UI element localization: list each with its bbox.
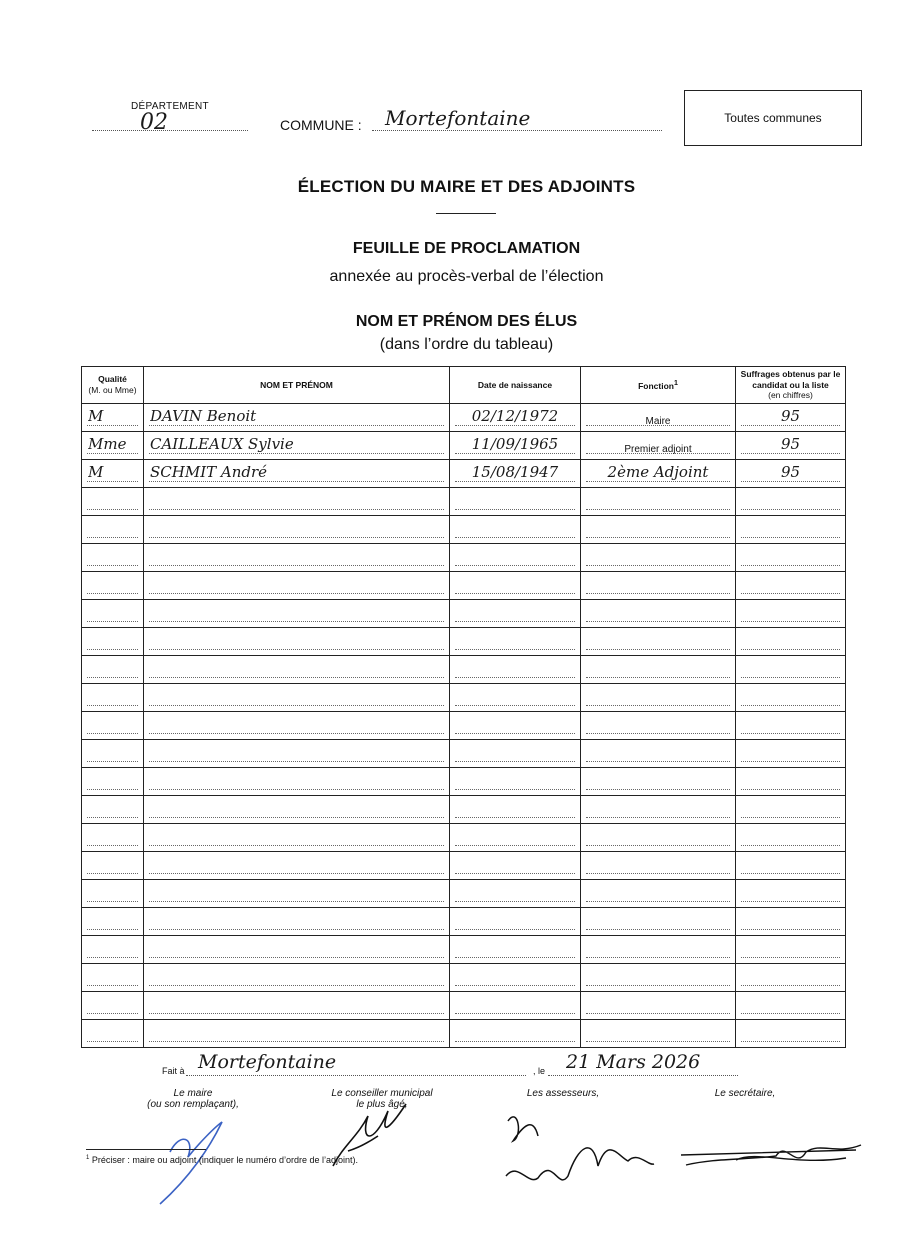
cell-suffrages [736,628,846,656]
cell-qualite [82,656,144,684]
cell-nom [144,488,450,516]
cell-suffrages [736,404,846,432]
cell-fonction [581,656,736,684]
cell-qualite [82,964,144,992]
fait-label: Fait à [162,1066,185,1076]
header-suffrages-sub: (en chiffres) [768,390,813,401]
cell-suffrages [736,908,846,936]
cell-qualite [82,1020,144,1048]
table-row-empty [82,656,846,684]
cell-qualite [82,628,144,656]
cell-suffrages [736,656,846,684]
table-row-empty [82,516,846,544]
cell-nom [144,852,450,880]
scope-text: Toutes communes [724,111,822,125]
table-row-empty [82,824,846,852]
table-row-empty [82,796,846,824]
table-row-empty [82,768,846,796]
cell-date [450,656,581,684]
table-row [82,432,846,460]
maire-sub: (ou son remplaçant), [147,1099,239,1110]
cell-suffrages [736,796,846,824]
cell-nom [144,796,450,824]
cell-fonction [581,936,736,964]
cell-nom [144,824,450,852]
cell-nom [144,404,450,432]
cell-nom [144,992,450,1020]
cell-fonction [581,824,736,852]
sheet-title: FEUILLE DE PROCLAMATION [352,240,581,257]
cell-date [450,600,581,628]
footnote-number: 1 [86,1155,90,1161]
fait-line [186,1075,526,1076]
cell-fonction [581,460,736,488]
cell-qualite [82,768,144,796]
cell-qualite [82,852,144,880]
cell-fonction [581,488,736,516]
cell-date [450,880,581,908]
cell-nom [144,1020,450,1048]
fonction-value: 2ème Adjoint [607,463,709,481]
suffrages-value: 95 [780,435,801,453]
cell-suffrages [736,880,846,908]
cell-date [450,1020,581,1048]
cell-qualite [82,992,144,1020]
footnote-text: Préciser : maire ou adjoint (indiquer le numéro d’ordre de l’adjoint). [91,1155,358,1165]
conseiller-title: Le conseiller municipal [331,1088,433,1099]
cell-date [450,824,581,852]
cell-fonction [581,880,736,908]
cell-date [450,516,581,544]
date-value: 02/12/1972 [471,407,559,425]
nom-value: DAVIN Benoit [150,407,257,425]
cell-date [450,740,581,768]
cell-suffrages [736,712,846,740]
table-row-empty [82,572,846,600]
cell-qualite [82,572,144,600]
cell-qualite [82,712,144,740]
title-divider [436,213,496,214]
cell-fonction [581,992,736,1020]
cell-qualite [82,796,144,824]
cell-suffrages [736,684,846,712]
cell-fonction [581,712,736,740]
table-row-empty [82,852,846,880]
cell-qualite [82,600,144,628]
table-row [82,404,846,432]
cell-date [450,572,581,600]
cell-nom [144,908,450,936]
qualite-value: M [88,407,104,425]
maire-title: Le maire [173,1088,213,1099]
cell-fonction [581,964,736,992]
date-value: 15/08/1947 [471,463,559,481]
departement-value: 02 [140,110,168,135]
table-row-empty [82,544,846,572]
header-date: Date de naissance [450,367,581,404]
nom-value: CAILLEAUX Sylvie [150,435,294,453]
header-fonction [581,367,736,404]
cell-fonction [581,796,736,824]
table-row-empty [82,1020,846,1048]
cell-date [450,628,581,656]
fait-place: Mortefontaine [198,1051,337,1073]
header-nom: NOM ET PRÉNOM [144,367,450,404]
cell-nom [144,740,450,768]
annex-line: annexée au procès-verbal de l’élection [329,268,604,285]
footnote [86,1155,358,1165]
table-header-row [82,367,846,404]
header-fonction-label: Fonction [638,380,674,391]
cell-nom [144,544,450,572]
cell-nom [144,656,450,684]
cell-nom [144,460,450,488]
cell-fonction [581,628,736,656]
header-fonction-note: 1 [673,378,678,387]
cell-suffrages [736,544,846,572]
cell-qualite [82,880,144,908]
table-body [82,404,846,1048]
cell-nom [144,964,450,992]
commune-label: COMMUNE : [280,117,362,133]
cell-fonction [581,572,736,600]
header-qualite-sub: (M. ou Mme) [88,385,137,395]
table-row-empty [82,712,846,740]
cell-suffrages [736,600,846,628]
cell-fonction [581,544,736,572]
table-row-empty [82,600,846,628]
commune-value: Mortefontaine [385,106,531,130]
cell-qualite [82,460,144,488]
assesseurs-label: Les assesseurs, [526,1088,600,1099]
order-line: (dans l’ordre du tableau) [379,336,554,353]
table-row-empty [82,936,846,964]
cell-nom [144,516,450,544]
secretaire-label: Le secrétaire, [714,1088,776,1099]
header-qualite-label: Qualité [98,374,127,385]
cell-qualite [82,404,144,432]
fonction-value: Premier adjoint [624,444,692,455]
departement-line [92,130,248,131]
cell-qualite [82,544,144,572]
cell-fonction [581,684,736,712]
cell-date [450,908,581,936]
cell-qualite [82,740,144,768]
table-row-empty [82,992,846,1020]
header-suffrages-label: Suffrages obtenus par le candidat ou la liste [740,369,841,390]
cell-suffrages [736,936,846,964]
cell-date [450,852,581,880]
cell-date [450,796,581,824]
cell-date [450,768,581,796]
cell-date [450,684,581,712]
fonction-value: Maire [645,416,671,427]
cell-nom [144,572,450,600]
date-label: , le [533,1066,546,1076]
table-row-empty [82,684,846,712]
cell-suffrages [736,1020,846,1048]
cell-date [450,992,581,1020]
date-line [548,1075,738,1076]
header-suffrages [736,367,846,404]
cell-suffrages [736,964,846,992]
assesseurs-signature [498,1106,658,1196]
cell-suffrages [736,516,846,544]
cell-suffrages [736,460,846,488]
departement-label: DÉPARTEMENT [131,101,209,112]
cell-qualite [82,684,144,712]
cell-date [450,488,581,516]
cell-fonction [581,600,736,628]
cell-fonction [581,908,736,936]
cell-fonction [581,852,736,880]
commune-line [372,130,662,131]
table-row-empty [82,880,846,908]
cell-nom [144,712,450,740]
cell-qualite [82,516,144,544]
table-row [82,460,846,488]
cell-suffrages [736,824,846,852]
cell-date [450,404,581,432]
cell-date [450,432,581,460]
cell-suffrages [736,992,846,1020]
signing-date: 21 Mars 2026 [566,1051,701,1073]
table-row-empty [82,964,846,992]
table-row-empty [82,628,846,656]
cell-date [450,712,581,740]
cell-date [450,964,581,992]
cell-qualite [82,936,144,964]
table-row-empty [82,488,846,516]
cell-suffrages [736,432,846,460]
cell-suffrages [736,572,846,600]
maire-label [138,1088,248,1110]
cell-qualite [82,432,144,460]
cell-qualite [82,908,144,936]
cell-suffrages [736,768,846,796]
qualite-value: Mme [88,435,127,453]
nom-value: SCHMIT André [150,463,268,481]
header-qualite [82,367,144,404]
cell-fonction [581,432,736,460]
cell-nom [144,628,450,656]
cell-nom [144,600,450,628]
names-title: NOM ET PRÉNOM DES ÉLUS [355,313,578,330]
cell-nom [144,880,450,908]
cell-fonction [581,740,736,768]
cell-suffrages [736,740,846,768]
cell-fonction [581,768,736,796]
qualite-value: M [88,463,104,481]
date-value: 11/09/1965 [471,435,559,453]
suffrages-value: 95 [780,407,801,425]
cell-date [450,460,581,488]
elected-table [81,366,846,1048]
table-row-empty [82,740,846,768]
cell-fonction [581,1020,736,1048]
cell-fonction [581,404,736,432]
scope-box [684,90,862,146]
cell-nom [144,768,450,796]
conseiller-sub: le plus âgé, [356,1099,408,1110]
cell-fonction [581,516,736,544]
table-row-empty [82,908,846,936]
cell-suffrages [736,488,846,516]
cell-date [450,936,581,964]
cell-suffrages [736,852,846,880]
cell-nom [144,432,450,460]
cell-date [450,544,581,572]
cell-qualite [82,488,144,516]
cell-qualite [82,824,144,852]
cell-nom [144,936,450,964]
main-title: ÉLECTION DU MAIRE ET DES ADJOINTS [297,177,636,196]
footnote-divider [86,1149,206,1150]
secretaire-signature [676,1130,866,1180]
cell-nom [144,684,450,712]
suffrages-value: 95 [780,463,801,481]
